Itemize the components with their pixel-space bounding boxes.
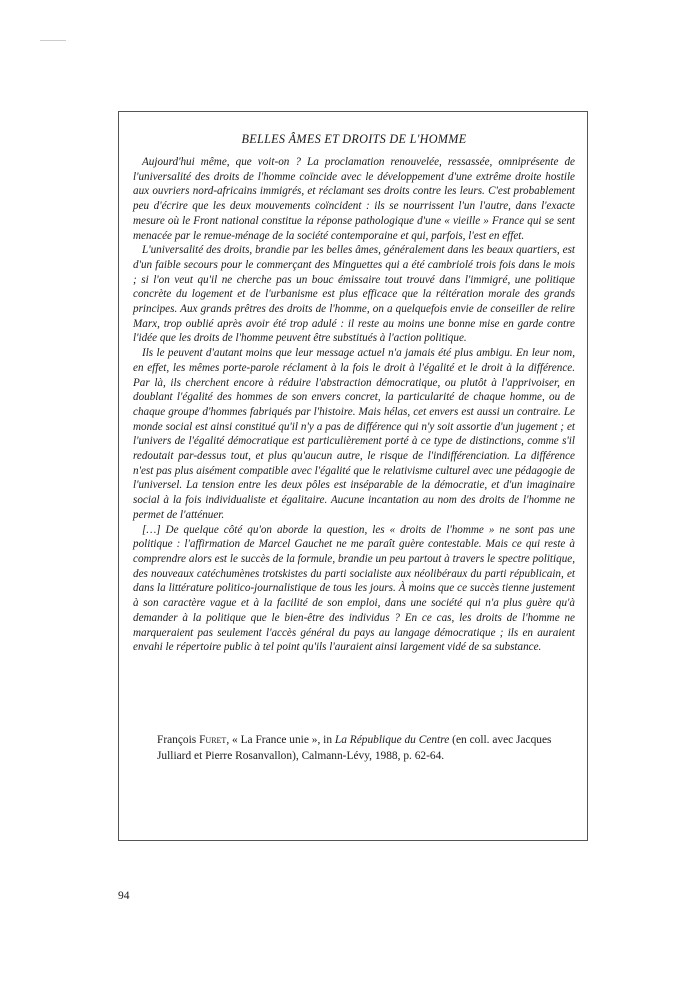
excerpt-title: BELLES ÂMES ET DROITS DE L'HOMME [241,132,467,146]
citation-details: (en coll. avec Jacques Julliard et Pierre Rosanvallon), Calmann-Lévy, 1988, p. 62-64. [157,734,552,762]
source-citation [157,732,575,764]
citation-comma: , [226,734,230,746]
excerpt-paragraph: […] De quelque côté qu'on aborde la question, les « droits de l'homme » ne sont pas une politique : l'affirmation de Marcel Gauchet ne me paraît guère contestable. Mais ce qui reste à comprendre alors est le succès de la formule, brandie un peu partout à travers le spectre politique, des nouveaux catéchumènes trotskistes du parti socialiste aux néolibéraux du parti républicain, et dans la littérature politico-journalistique de tous les jours. À moins que ce succès tienne justement à son caractère vague et à la facilité de son emploi, dans une société qui n'a plus guère qu'à demander à la politique que le bien-être des individus ? En ce cas, les droits de l'homme ne marqueraient pas seulement l'accès général du pays au langage démocratique ; ils en auraient envahi le répertoire public à tel point qu'ils l'auraient ainsi largement vidé de sa substance. [133,523,575,654]
excerpt-paragraph: L'universalité des droits, brandie par les belles âmes, généralement dans les beaux quartiers, est d'un faible secours pour le commerçant des Minguettes qui a été cambriolé trois fois dans le mois ; si l'on veut qu'il ne cherche pas un bouc émissaire tout trouvé dans l'immigré, une politique concrète du logement et de l'urbanisme est plus efficace que la réitération morale des grands principes. Aux grands prêtres des droits de l'homme, on a quelquefois envie de conseiller de relire Marx, trop oublié après avoir été trop adulé : il reste au moins une bonne mise en garde contre l'idée que les droits de l'homme peuvent être substitués à l'action politique. [133,244,575,345]
quoted-excerpt-box [118,111,588,841]
page-number: 94 [118,890,130,902]
citation-book-title: La République du Centre [334,734,450,746]
citation-author-first: François [157,734,197,746]
scan-speck [40,40,66,41]
excerpt-paragraph: Ils le peuvent d'autant moins que leur message actuel n'a jamais été plus ambigu. En leur nom, en effet, les mêmes porte-parole réclament à la fois le droit à l'égalité et le droit à la différence. Par là, ils cherchent encore à réduire l'abstraction démocratique, ou plutôt à l'apprivoiser, en doublant l'égalité des hommes de son envers concret, la particularité de chaque homme, ou de chaque groupe d'hommes fabriqués par l'histoire. Mais hélas, cet envers est aussi un contraire. Le monde social est ainsi constitué qu'il n'y a pas de différence qui n'y soit assortie d'un jugement ; et l'univers de l'égalité démocratique est particulièrement porté à ce type de distinctions, comme s'il redoutait par-dessus tout, et plus qu'aucun autre, le risque de l'indifférenciation. La différence n'est pas plus aisément compatible avec l'égalité que le relativisme culturel avec une pédagogie de l'universel. La tension entre les deux pôles est inséparable de la démocratie, et d'un imaginaire social à la fois individualiste et égalitaire. Aucune incantation au nom des droits de l'homme ne permet de l'atténuer. [133,347,575,521]
citation-essay: « La France unie », [232,734,321,746]
citation-in: in [323,734,333,746]
excerpt-paragraph: Aujourd'hui même, que voit-on ? La proclamation renouvelée, ressassée, omniprésente de l'universalité des droits de l'homme coïncide avec le développement d'une extrême droite hostile aux ouvriers nord-africains immigrés, et réclamant ses droits contre les leurs. C'est probablement peu d'écrire que les deux mouvements coïncident : ils se nourrissent l'un l'autre, dans l'exacte mesure où le Front national constitue la réponse pathologique d'une « vieille » France qui se sent menacée par le remue-ménage de la société contemporaine et qui, parfois, l'est en effet. [133,156,575,242]
citation-author-last: Furet [199,734,227,746]
